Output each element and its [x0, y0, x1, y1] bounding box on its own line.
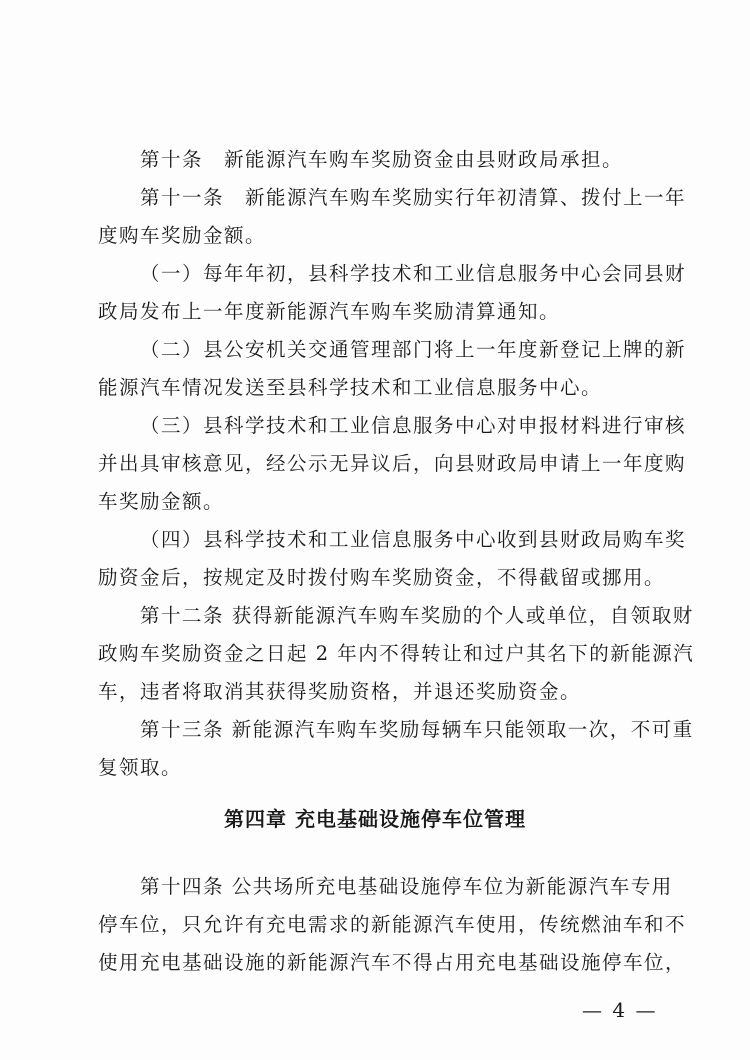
- article-14-line-2: 停车位，只允许有充电需求的新能源汽车使用，传统燃油车和不: [98, 913, 687, 936]
- item-3-line-3: 车奖励金额。: [98, 490, 225, 513]
- item-3-line-1: （三）县科学技术和工业信息服务中心对申报材料进行审核: [140, 414, 687, 437]
- item-1-line-1: （一）每年年初，县科学技术和工业信息服务中心会同县财: [140, 262, 687, 285]
- item-3-line-2: 并出具审核意见，经公示无异议后，向县财政局申请上一年度购: [98, 452, 687, 475]
- item-4-line-1: （四）县科学技术和工业信息服务中心收到县财政局购车奖: [140, 528, 687, 551]
- article-13-line-1: 第十三条 新能源汽车购车奖励每辆车只能领取一次，不可重: [140, 718, 694, 741]
- article-12-line-3: 车，违者将取消其获得奖励资格，并退还奖励资金。: [98, 680, 582, 703]
- item-2-line-1: （二）县公安机关交通管理部门将上一年度新登记上牌的新: [140, 338, 687, 361]
- article-12-line-1: 第十二条 获得新能源汽车购车奖励的个人或单位，自领取财: [140, 604, 694, 627]
- article-10-line-1: 第十条 新能源汽车购车奖励资金由县财政局承担。: [140, 148, 624, 171]
- article-12-line-2: 政购车奖励资金之日起 2 年内不得转让和过户其名下的新能源汽: [98, 642, 695, 665]
- page-number: — 4 —: [582, 998, 658, 1022]
- item-4-line-2: 励资金后，按规定及时拨付购车奖励资金，不得截留或挪用。: [98, 566, 666, 589]
- item-1-line-2: 政局发布上一年度新能源汽车购车奖励清算通知。: [98, 300, 561, 323]
- article-13-line-2: 复领取。: [98, 756, 183, 779]
- article-14-line-1: 第十四条 公共场所充电基础设施停车位为新能源汽车专用: [140, 875, 673, 898]
- article-11-line-1: 第十一条 新能源汽车购车奖励实行年初清算、拨付上一年: [140, 186, 687, 209]
- article-11-line-2: 度购车奖励金额。: [98, 224, 267, 247]
- chapter-title: 第四章 充电基础设施停车位管理: [224, 807, 526, 831]
- article-14-line-3: 使用充电基础设施的新能源汽车不得占用充电基础设施停车位，: [98, 951, 687, 974]
- item-2-line-2: 能源汽车情况发送至县科学技术和工业信息服务中心。: [98, 376, 603, 399]
